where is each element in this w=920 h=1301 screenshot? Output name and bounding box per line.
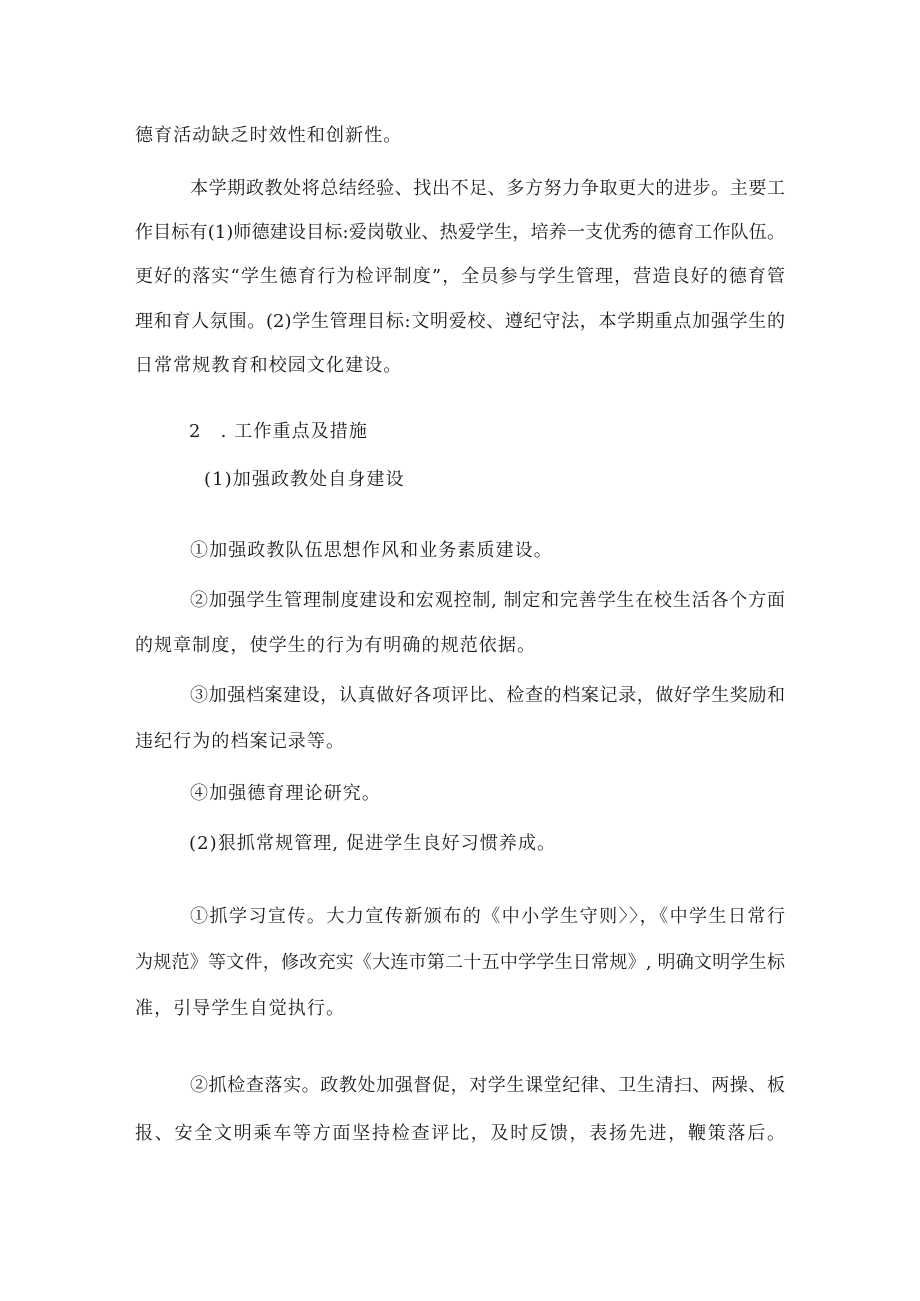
text-line: 日常常规教育和校园文化建设。 bbox=[135, 355, 403, 376]
text-line: 为规范》等文件，修改充实《大连市第二十五中学学生日常规》, 明确文明学生标 bbox=[135, 952, 785, 973]
text-line: 本学期政教处将总结经验、找出不足、多方努力争取更大的进步。主要工 bbox=[190, 178, 785, 199]
text-line: 违纪行为的档案记录等。 bbox=[135, 731, 346, 752]
text-line: 更好的落实“学生德育行为检评制度”，全员参与学生管理，营造良好的德育管 bbox=[135, 266, 785, 287]
subsection-heading: (2)狠抓常规管理, 促进学生良好习惯养成。 bbox=[189, 833, 557, 854]
list-item: ③加强档案建设，认真做好各项评比、检查的档案记录，做好学生奖励和 bbox=[190, 685, 785, 706]
list-item: ①加强政教队伍思想作风和业务素质建设。 bbox=[190, 540, 553, 561]
section-heading: 2 . 工作重点及措施 bbox=[189, 421, 368, 442]
text-line: 理和育人氛围。(2)学生管理目标:文明爱校、遵纪守法，本学期重点加强学生的 bbox=[135, 311, 785, 332]
text-line: 准，引导学生自觉执行。 bbox=[135, 998, 346, 1019]
list-item: ②抓检查落实。政教处加强督促，对学生课堂纪律、卫生清扫、两操、板 bbox=[190, 1075, 785, 1096]
subsection-heading: (1)加强政教处自身建设 bbox=[204, 469, 405, 490]
list-item: ④加强德育理论研究。 bbox=[190, 783, 381, 804]
text-line: 作目标有(1)师德建设目标:爱岗敬业、热爱学生，培养一支优秀的德育工作队伍。 bbox=[135, 222, 785, 243]
text-line: 报、安全文明乘车等方面坚持检查评比，及时反馈，表扬先进，鞭策落后。 bbox=[135, 1123, 785, 1144]
text-line: 德育活动缺乏时效性和创新性。 bbox=[135, 125, 403, 146]
text-line: 的规章制度，使学生的行为有明确的规范依据。 bbox=[135, 635, 537, 656]
list-item: ②加强学生管理制度建设和宏观控制, 制定和完善学生在校生活各个方面 bbox=[190, 590, 785, 611]
list-item: ①抓学习宣传。大力宣传新颁布的《中小学生守则〉〉，《中学生日常行 bbox=[190, 906, 785, 927]
